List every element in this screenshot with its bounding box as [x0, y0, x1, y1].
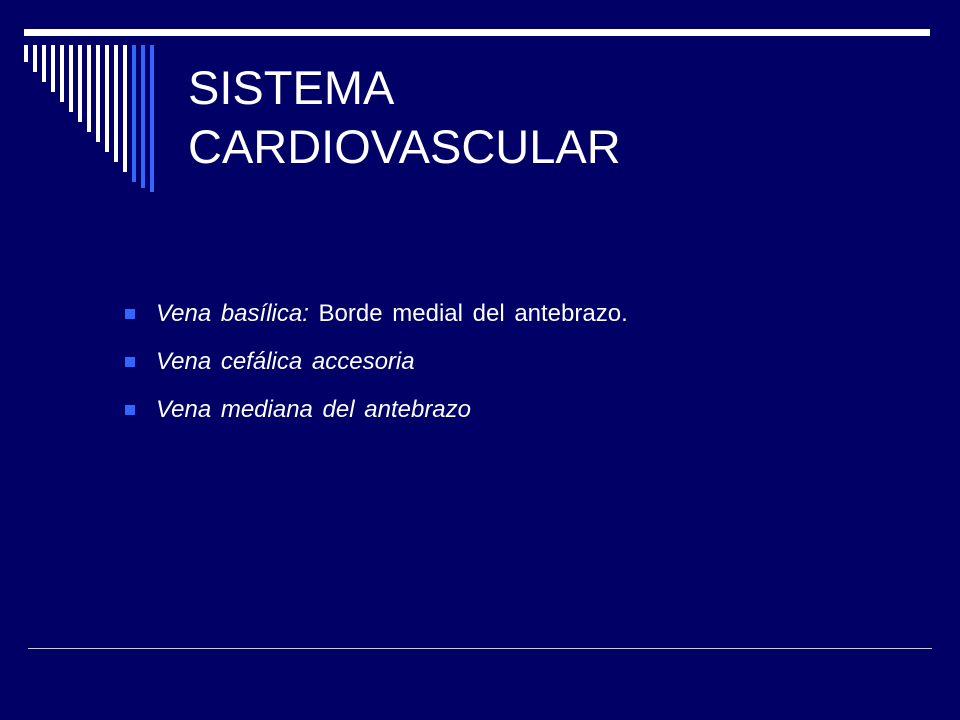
slide-title-line-1: SISTEMA	[188, 61, 395, 114]
bullet-italic-text: Vena mediana del antebrazo	[156, 396, 471, 423]
bullet-normal-text: Borde medial del antebrazo.	[308, 300, 628, 327]
bullet-list	[122, 290, 628, 434]
slide-title-line-2: CARDIOVASCULAR	[188, 120, 621, 173]
bullet-item-vena-cefalica-accesoria	[122, 338, 628, 386]
decorative-stripes	[0, 0, 170, 200]
bullet-item-vena-basilica	[122, 290, 628, 338]
bottom-rule	[28, 648, 932, 649]
square-bullet-icon	[125, 405, 135, 415]
bullet-italic-text: Vena cefálica accesoria	[156, 348, 415, 375]
bullet-italic-text: Vena basílica:	[156, 300, 309, 327]
square-bullet-icon	[125, 309, 135, 319]
square-bullet-icon	[125, 357, 135, 367]
slide-title	[188, 58, 908, 176]
bullet-item-vena-mediana-del-antebrazo	[122, 386, 628, 434]
